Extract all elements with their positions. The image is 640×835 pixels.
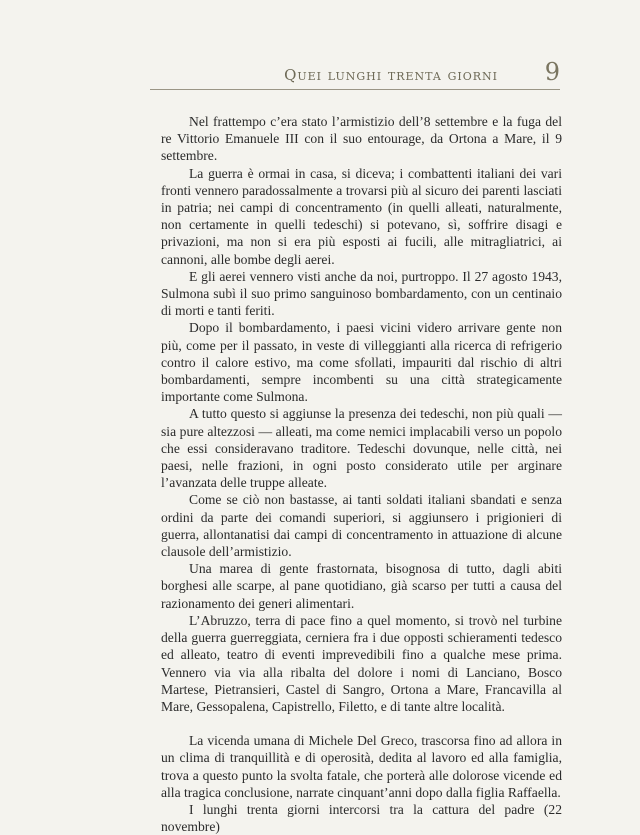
page-number: 9 — [544, 58, 560, 86]
body-text — [161, 113, 562, 835]
paragraph: L’Abruzzo, terra di pace fino a quel momento, si trovò nel turbine della guerra guerreggiata, cerniera fra i due opposti schieramenti tedesco ed alleato, teatro di eventi imprevedibili fino a qualche mese prima. Vennero via via alla ribalta del dolore i nomi di Lanciano, Bosco Martese, Pietransieri, Castel di Sangro, Ortona a Mare, Francavilla al Mare, Gessopalena, Capistrello, Filetto, e di tante altre località. — [161, 612, 562, 714]
paragraph: La guerra è ormai in casa, si diceva; i combattenti italiani dei vari fronti vennero paradossalmente a trovarsi più al sicuro dei parenti lasciati in patria; nei campi di concentramento (in quelli alleati, naturalmente, non certamente in quelli tedeschi) si potevano, sì, soffrire disagi e privazioni, ma non si era più esposti ai fucili, alle mitragliatrici, ai cannoni, alle bombe degli aerei. — [161, 165, 562, 267]
header-rule — [150, 89, 560, 90]
paragraph: Nel frattempo c’era stato l’armistizio dell’8 settembre e la fuga del re Vittorio Emanuele III con il suo entourage, da Ortona a Mare, il 9 settembre. — [161, 114, 562, 164]
paragraph: Dopo il bombardamento, i paesi vicini videro arrivare gente non più, come per il passato, in veste di villeggianti alla ricerca di refrigerio contro il calore estivo, ma come sfollati, impauriti dal rischio di altri bombardamenti, sempre incombenti su una città strategicamente importante come Sulmona. — [161, 320, 562, 405]
paragraph: Una marea di gente frastornata, bisognosa di tutto, dagli abiti borghesi alle scarpe, al pane quotidiano, già scarso per tutti a causa del razionamento dei generi alimentari. — [161, 561, 562, 611]
paragraph: La vicenda umana di Michele Del Greco, trascorsa fino ad allora in un clima di tranquillità e di operosità, dedita al lavoro ed alla famiglia, trova a questo punto la svolta fatale, che porterà alle dolorose vicende ed alla tragica conclusione, narrate cinquant’anni dopo dalla figlia Raffaella. — [161, 733, 562, 800]
paragraph: Come se ciò non bastasse, ai tanti soldati italiani sbandati e senza ordini da parte dei comandi superiori, si aggiunsero i prigionieri di guerra, allontanatisi dai campi di concentramento in attuazione di alcune clausole dell’armistizio. — [161, 492, 562, 560]
paragraph: E gli aerei vennero visti anche da noi, purtroppo. Il 27 agosto 1943, Sulmona subì il suo primo sanguinoso bombardamento, con un centinaio di morti e tanti feriti. — [161, 268, 562, 319]
running-title: Quei lunghi trenta giorni — [284, 66, 498, 84]
page-header — [150, 58, 560, 90]
paragraph: I lunghi trenta giorni intercorsi tra la cattura del padre (22 novembre) — [161, 801, 562, 835]
paragraph: A tutto questo si aggiunse la presenza dei tedeschi, non più quali — sia pure altezzosi — alleati, ma come nemici implacabili verso un popolo che essi consideravano traditore. Tedeschi dovunque, nelle città, nei paesi, nelle frazioni, in ogni posto considerato utile per arginare l’avanzata delle truppe alleate. — [161, 406, 562, 491]
